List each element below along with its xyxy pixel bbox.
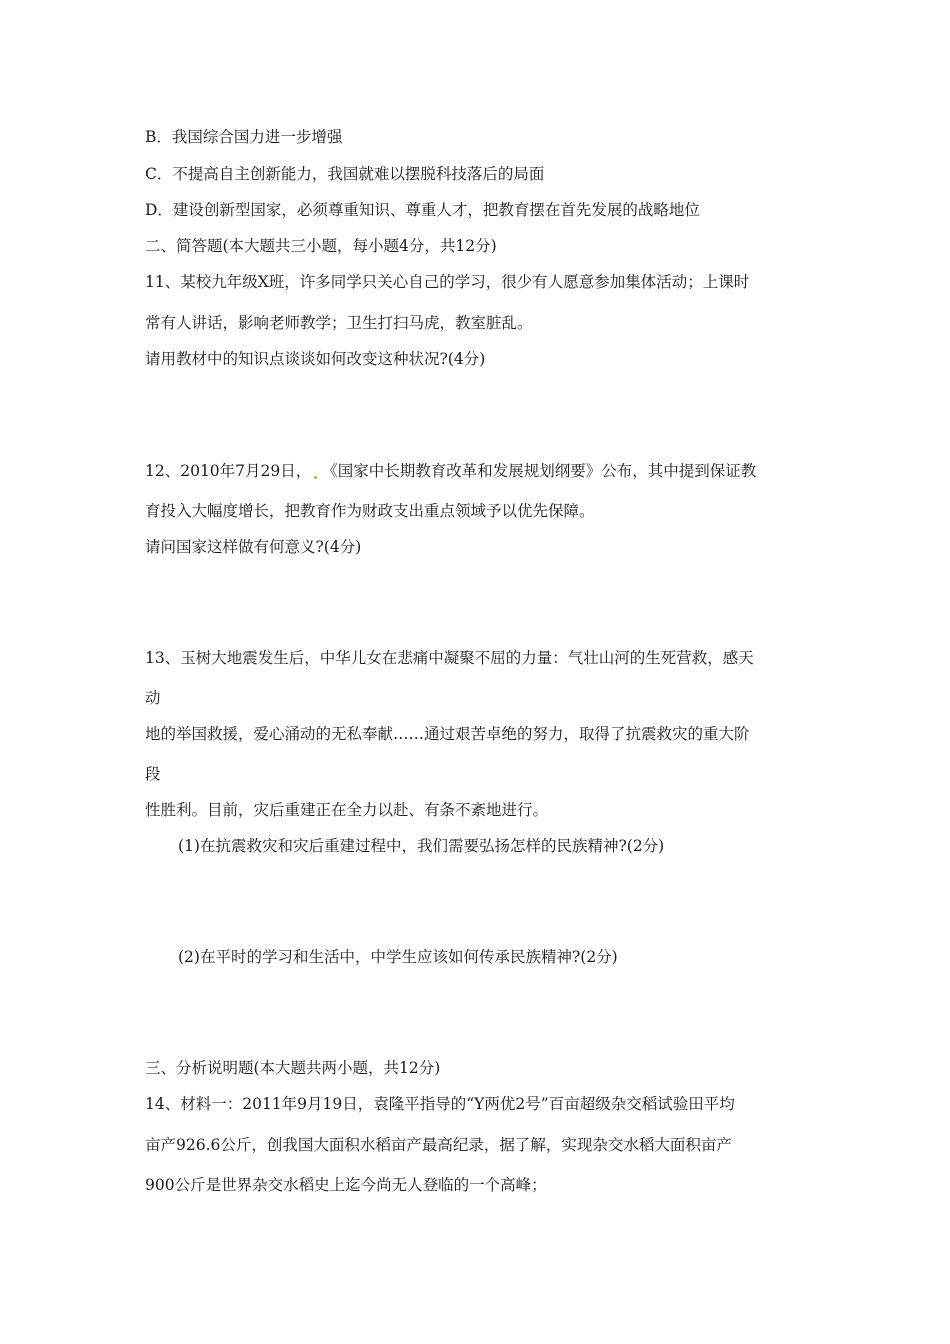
q11-ask: 请用教材中的知识点谈谈如何改变这种状况?(4分) — [145, 350, 486, 368]
q12-line1-b: 《国家中长期教育改革和发展规划纲要》公布，其中提到保证教 — [322, 462, 757, 480]
option-c: C．不提高自主创新能力，我国就难以摆脱科技落后的局面 — [145, 165, 545, 183]
q14-line3: 900公斤是世界杂交水稻史上迄今尚无人登临的一个高峰； — [145, 1176, 547, 1194]
q12-ask: 请问国家这样做有何意义?(4分) — [145, 538, 362, 556]
q13-line4: 段 — [145, 765, 161, 783]
q14-line2: 亩产926.6公斤，创我国大面积水稻亩产最高纪录，据了解，实现杂交水稻大面积亩产 — [145, 1136, 732, 1154]
q14-line1: 14、材料一：2011年9月19日，袁隆平指导的“Y两优2号”百亩超级杂交稻试验田平均 — [145, 1095, 735, 1113]
q13-line3: 地的举国救援，爱心涌动的无私奉献……通过艰苦卓绝的努力，取得了抗震救灾的重大阶 — [145, 725, 750, 743]
q13-sub1: (1)在抗震救灾和灾后重建过程中，我们需要弘扬怎样的民族精神?(2分) — [178, 837, 665, 855]
q13-line1: 13、玉树大地震发生后，中华儿女在悲痛中凝聚不屈的力量：气壮山河的生死营救，感天 — [145, 649, 754, 667]
q12-line1-a: 12、2010年7月29日， — [145, 462, 312, 480]
q11-line1: 11、某校九年级X班，许多同学只关心自己的学习，很少有人愿意参加集体活动；上课时 — [145, 273, 750, 291]
stray-dot-mark — [314, 476, 317, 479]
section2-heading: 二、简答题(本大题共三小题，每小题4分，共12分) — [145, 237, 497, 255]
q13-line5: 性胜利。目前，灾后重建正在全力以赴、有条不紊地进行。 — [145, 801, 549, 819]
q13-sub2: (2)在平时的学习和生活中，中学生应该如何传承民族精神?(2分) — [178, 948, 618, 966]
q12-line2: 育投入大幅度增长，把教育作为财政支出重点领域予以优先保障。 — [145, 502, 595, 520]
section3-heading: 三、分析说明题(本大题共两小题，共12分) — [145, 1059, 441, 1077]
q12-line1 — [145, 461, 756, 481]
option-b: B．我国综合国力进一步增强 — [145, 128, 343, 146]
option-d: D．建设创新型国家，必须尊重知识、尊重人才，把教育摆在首先发展的战略地位 — [145, 201, 700, 219]
q13-line2: 动 — [145, 689, 161, 707]
q11-line2: 常有人讲话，影响老师教学；卫生打扫马虎，教室脏乱。 — [145, 314, 533, 332]
